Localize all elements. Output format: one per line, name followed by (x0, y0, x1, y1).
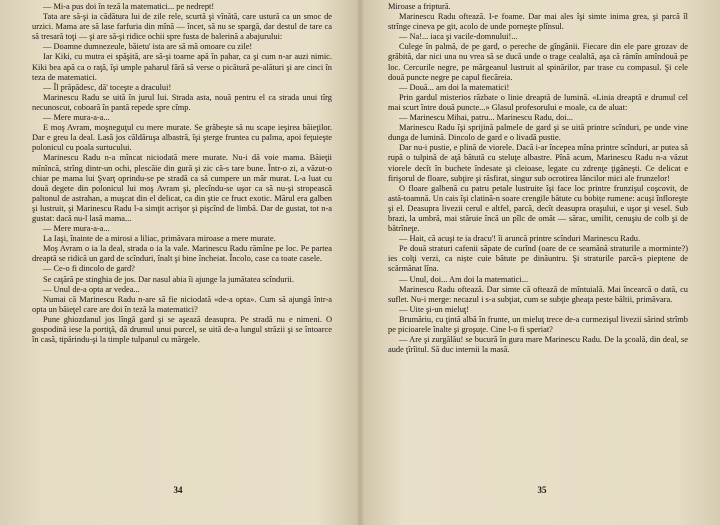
paragraph: Dar nu-i pustie, e plină de viorele. Dacă i-ar începea mîna printre scînduri, ar putea să rupă o tulpină de aţă bătută cu steluţe albastre. Pînă acum, Marinescu Radu n-a văzut viorele decît în buchete îndesate şi cleioase, legate cu zdrenţe ţigăneşti. Ce delicat e firişorul de floare, subţire şi răsfirat, singur sub ocrotirea lăncilor mici ale frunzelor! (388, 143, 688, 183)
paragraph: Tata are să-şi ia cădătura lui de zile rele, scurtă şi vînătă, care ustură ca un smoc de urzici. Mama are să lase farfuria din mînă — încet, să nu se spargă, dar destul de tare ca să tresară toţi — şi are să-şi ridice ochii spre fusta de balerină a abajurului: (32, 12, 332, 42)
paragraph: Marinescu Radu se uită în jurul lui. Strada asta, nouă pentru el ca strada unui tîrg necunoscut, coboară în pantă repede spre cîmp. (32, 92, 332, 112)
right-page (360, 0, 720, 525)
paragraph: — Are şi zurgălău! se bucură în gura mare Marinescu Radu. De la şcoală, din deal, se aude ţîrîitul. Să duc internii la masă. (388, 335, 688, 355)
paragraph: Moş Avram o ia la deal, strada o ia la vale. Marinescu Radu rămîne pe loc. Pe partea dreaptă se ridică un gard de scînduri, înalt şi bine încheiat. Încolo, case ca toate casele. (32, 244, 332, 264)
paragraph: — Unul de-a opta ar vedea... (43, 284, 140, 294)
paragraph: — Hait, că acuşi te ia dracu'! îi aruncă printre scînduri Marinescu Radu. (399, 234, 641, 244)
paragraph: O floare galbenă cu patru petale lustruite îşi face loc printre frunzişul coşcovit, de astă-toamnă. Un cais îşi clatină-n soare crengile bătute cu bobițe rumene: acuşi înfloreşte şi el. Deasupra livezii cerul e altfel, parcă, decît deasupra oraşului, e uşor şi vesel. Sub brazi, la umbră, mai stăruie încă un pîlc de omăt — sărac, umilit, cenuşiu de colb şi de bătrîneţe. (388, 183, 688, 234)
paragraph: E moş Avram, moşneguţul cu mere murate. Se grăbeşte să nu scape ieşirea băieţilor. Dar e greu la deal. Lasă jos căldăruşa albastră, îşi şterge fruntea cu palma, apoi feţuieşte polonicul cu poala surtucului. (32, 123, 332, 153)
paragraph: — Două... am doi la matematici! (399, 82, 510, 92)
paragraph: La Iaşi, înainte de a mirosi a liliac, primăvara miroase a mere murate. (43, 234, 276, 244)
paragraph: — Mere mura-a-a... (43, 113, 110, 123)
paragraph: Se caţără pe stinghia de jos. Dar nasul abia îi ajunge la jumătatea scîndurii. (43, 274, 294, 284)
paragraph: Marinescu Radu îşi sprijină palmele de gard şi se uită printre scînduri, pe unde vine dunga de lumină. Dincolo de gard e o livadă pustie. (388, 123, 688, 143)
paragraph: Prin gardul misterios răzbate o linie dreaptă de lumină. «Linia dreaptă e drumul cel mai scurt între două puncte...» Glasul profesorului e moale, ca de aluat: (388, 92, 688, 112)
paragraph: — Uite şi-un mieluţ! (399, 304, 470, 314)
paragraph: — Mi-a pus doi în teză la matematici... pe nedrept! (43, 2, 215, 11)
paragraph: — Ce-o fi dincolo de gard? (43, 264, 135, 274)
paragraph: — Îl prăpădesc, dă' toceşte a dracului! (43, 82, 172, 92)
paragraph: Pune ghiozdanul jos lîngă gard şi se aşează deasupra. Pe stradă nu e nimeni. O gospodină iese la portiţă, dă drumul unui purcel, se uită de-a lungul străzii şi se întoarce în casă, tipărindu-şi la timple tulpanul cu mărgele. (32, 314, 332, 345)
paragraph: Marinescu Radu oftează. I-e foame. Dar mai ales îşi simte inima grea, şi parcă îl strînge cineva pe git, acolo de unde porneşte plînsul. (388, 12, 688, 32)
right-page-text (388, 2, 688, 355)
right-page-number: 35 (537, 485, 547, 495)
paragraph: Numai că Marinescu Radu n-are să fie niciodată «de-a opta». Cum să ajungă într-a opta un băieţel care are doi în teză la matematici? (32, 294, 332, 314)
paragraph: — Unul, doi... Am doi la matematici... (399, 274, 529, 284)
paragraph: Culege în palmă, de pe gard, o pereche de gîngănii. Fiecare din ele pare grozav de grăbită, dar nici una nu vrea să se ducă unde o trage cealaltă, aşa că rămîn amîndouă pe loc. Cercurile negre, pe mărgeanul lustruit al spinărilor, par trase cu compasul. Şi cele două puncte negre pe capul fiecăreia. (388, 42, 688, 82)
paragraph: — Mere mura-a-a... (43, 224, 110, 234)
paragraph: — Doamne dumnezeule, băietu' ista are să mă omoare cu zile! (43, 42, 253, 52)
left-page-text (32, 2, 332, 345)
paragraph: Marinescu Radu oftează. Dar simte că oftează de mîntuială. Mai încearcă o dată, cu suflet. Nu-i merge: necazul i s-a subţiat, cum se subţie gheaţa peste băltii, primăvara. (388, 284, 688, 304)
paragraph: — Na!... iaca şi vacile-domnului!... (399, 32, 518, 42)
paragraph: Marinescu Radu n-a mîncat niciodată mere murate. Nu-i dă voie mama. Băieţii mînîncă, strîng dintr-un ochi, plescăie din gură şi zic că-s tare bune. Într-o zi, a văzut-o chiar pe mama lui Şvarţ oprindu-se pe stradă ca să cumpere un măr murat. L-a luat cu două degete din polonicul lui moş Avram şi, plecîndu-se uşor ca să nu-şi stropească paltonul de astrahan, a muşcat din el delicat, ca din ştie ce fruct exotic. Mărul era galben şi lustruit, şi Marinescu Radu l-a simţit acrişor şi pişcînd de limbă. Dar de gustat, tot n-a gustat: dacă nu-l lasă mama... (32, 153, 332, 223)
paragraph: Pe două straturi cafenii săpate de curînd (oare de ce seamănă straturile a morminte?) ies colţi verzi, ca niște cuie bătute pe dinăuntru. Şi straturile parcă-s pieptene de scărmănat lîna. (388, 244, 688, 274)
paragraph: — Marinescu Mihai, patru... Marinescu Radu, doi... (399, 113, 573, 123)
paragraph: Iar Kiki, cu mutra ei spăşită, are să-şi toarne apă în pahar, ca şi cum n-ar auzi nimic. Kiki bea apă ca o raţă, îşi umple paharul fără să verse o picătură pe-alături şi are cinci în teza de matematici. (32, 52, 332, 82)
paragraph: Miroase a friptură. (388, 2, 451, 11)
paragraph: Brumăriu, cu ţintă albă în frunte, un mieluţ trece de-a curmezişul livezii sărind strîmb pe picioarele înalte şi groşuţe. Cine l-o fi speriat? (388, 314, 688, 334)
left-page-number: 34 (173, 485, 183, 495)
